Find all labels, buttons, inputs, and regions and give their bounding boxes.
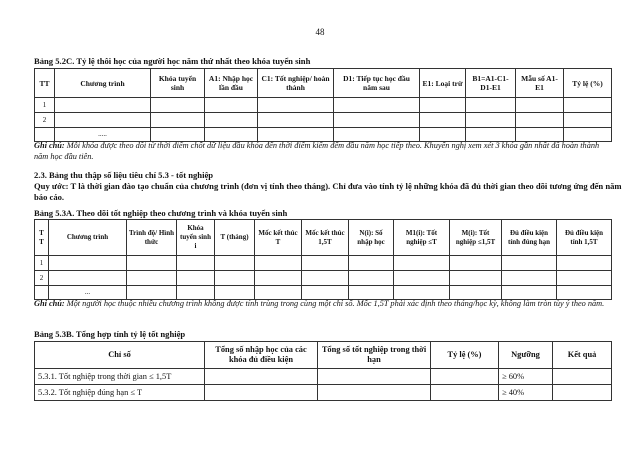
table-row [35,369,612,385]
header-cell: Tỷ lệ (%) [564,69,612,98]
table-header-row [35,342,612,369]
header-cell: B1=A1-C1-D1-E1 [466,69,516,98]
row-number: 1 [35,256,49,271]
table-5-3a-note: Ghi chú: Một người học thuộc nhiều chương trình không được tính trùng trong cùng một chỉ số. Mốc 1,5T phải xác định theo tháng/học kỳ, không làm tròn tùy ý theo năm. [34,299,605,308]
indicator-cell: 5.3.2. Tốt nghiệp đúng hạn ≤ T [35,385,205,401]
header-cell: M(i): Tốt nghiệp ≤1,5T [450,220,502,256]
header-cell: Chỉ số [35,342,205,369]
header-cell: D1: Tiếp tục học đầu năm sau [334,69,420,98]
indicator-cell: 5.3.1. Tốt nghiệp trong thời gian ≤ 1,5T [35,369,205,385]
table-5-3b [34,341,612,401]
table-row [35,256,612,271]
row-number [35,286,49,300]
section-2-3-convention: Quy ước: T là thời gian đào tạo chuẩn của chương trình (đơn vị tính theo tháng). Chỉ đưa vào tính tỷ lệ những khóa đã đủ thời gian theo dõi tương ứng đến năm báo cáo. [34,181,622,202]
table-header-row [35,69,612,98]
header-cell: Kết quả [553,342,612,369]
header-cell: TT [35,69,55,98]
header-cell: N(i): Số nhập học [349,220,394,256]
header-cell: Tỷ lệ (%) [431,342,499,369]
header-cell: Ngưỡng [499,342,553,369]
header-cell: Khóa tuyển sinh i [177,220,215,256]
table-row [35,385,612,401]
header-cell: T T [35,220,49,256]
table-row [35,271,612,286]
header-cell: Chương trình [49,220,127,256]
header-cell: A1: Nhập học lần đầu [205,69,258,98]
header-cell: C1: Tốt nghiệp/ hoàn thành [258,69,334,98]
header-cell: M1(i): Tốt nghiệp ≤T [394,220,450,256]
row-number: 1 [35,98,55,113]
row-number [35,128,55,142]
header-cell: Khóa tuyển sinh [151,69,205,98]
table-5-2c-title: Bảng 5.2C. Tỷ lệ thôi học của người học năm thứ nhất theo khóa tuyển sinh [34,56,311,66]
header-cell: E1: Loại trừ [420,69,466,98]
threshold-cell: ≥ 40% [499,385,553,401]
header-cell: Chương trình [55,69,151,98]
header-cell: Tổng số tốt nghiệp trong thời hạn [318,342,431,369]
row-number: 2 [35,113,55,128]
header-cell: Đủ điều kiện tính đúng hạn [502,220,557,256]
header-cell: Tổng số nhập học của các khóa đủ điều kiện [205,342,318,369]
table-row [35,98,612,113]
ellipsis-cell: ..... [55,128,151,142]
header-cell: Đủ điều kiện tính 1,5T [557,220,612,256]
header-cell: T (tháng) [215,220,255,256]
table-5-3a-title: Bảng 5.3A. Theo dõi tốt nghiệp theo chương trình và khóa tuyển sinh [34,208,288,218]
table-header-row [35,220,612,256]
section-2-3-heading: 2.3. Bảng thu thập số liệu tiêu chí 5.3 - tốt nghiệp [34,170,214,180]
threshold-cell: ≥ 60% [499,369,553,385]
table-row [35,286,612,300]
row-number: 2 [35,271,49,286]
table-5-3b-title: Bảng 5.3B. Tổng hợp tính tỷ lệ tốt nghiệp [34,329,186,339]
header-cell: Mẫu số A1-E1 [516,69,564,98]
table-row [35,113,612,128]
page-number: 48 [315,27,325,37]
table-5-2c [34,68,612,142]
header-cell: Mốc kết thúc 1,5T [302,220,349,256]
table-5-3a [34,219,612,300]
header-cell: Mốc kết thúc T [255,220,302,256]
table-5-2c-note: Ghi chú: Mỗi khóa được theo dõi từ thời điểm chốt dữ liệu đầu khóa đến thời điểm kiểm đếm đầu năm học tiếp theo. Khuyến nghị xem xét 3 khóa gần nhất đã hoàn thành năm học đầu tiên. [34,141,600,161]
ellipsis-cell: ... [49,286,127,300]
header-cell: Trình độ/ Hình thức [127,220,177,256]
table-row [35,128,612,142]
